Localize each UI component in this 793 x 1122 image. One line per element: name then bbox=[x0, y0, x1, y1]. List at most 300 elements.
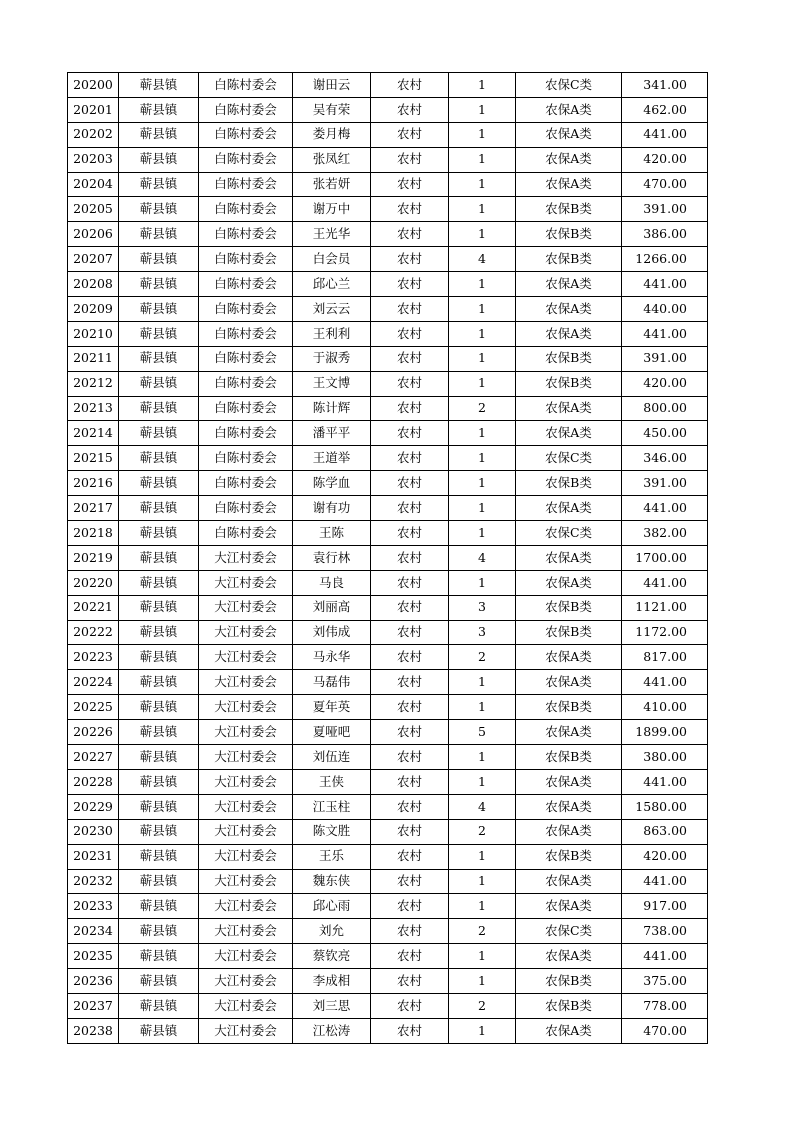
member-count-cell: 1 bbox=[449, 371, 516, 396]
table-row bbox=[68, 73, 708, 98]
amount-cell: 420.00 bbox=[622, 844, 708, 869]
amount-cell: 1121.00 bbox=[622, 595, 708, 620]
household-type-cell: 农村 bbox=[371, 172, 449, 197]
record-id-cell: 20208 bbox=[68, 272, 119, 297]
town-cell: 蕲县镇 bbox=[119, 147, 199, 172]
village-committee-cell: 白陈村委会 bbox=[199, 496, 293, 521]
table-row bbox=[68, 247, 708, 272]
record-id-cell: 20218 bbox=[68, 521, 119, 546]
table-row bbox=[68, 222, 708, 247]
insurance-category-cell: 农保A类 bbox=[516, 894, 622, 919]
table-row bbox=[68, 993, 708, 1018]
household-type-cell: 农村 bbox=[371, 496, 449, 521]
amount-cell: 420.00 bbox=[622, 371, 708, 396]
record-id-cell: 20210 bbox=[68, 321, 119, 346]
insurance-category-cell: 农保A类 bbox=[516, 720, 622, 745]
member-count-cell: 1 bbox=[449, 570, 516, 595]
member-count-cell: 1 bbox=[449, 769, 516, 794]
member-count-cell: 1 bbox=[449, 471, 516, 496]
village-committee-cell: 大江村委会 bbox=[199, 545, 293, 570]
town-cell: 蕲县镇 bbox=[119, 396, 199, 421]
member-count-cell: 4 bbox=[449, 545, 516, 570]
person-name-cell: 马磊伟 bbox=[293, 670, 371, 695]
amount-cell: 863.00 bbox=[622, 819, 708, 844]
household-type-cell: 农村 bbox=[371, 421, 449, 446]
record-id-cell: 20237 bbox=[68, 993, 119, 1018]
household-type-cell: 农村 bbox=[371, 819, 449, 844]
person-name-cell: 刘三思 bbox=[293, 993, 371, 1018]
village-committee-cell: 大江村委会 bbox=[199, 944, 293, 969]
town-cell: 蕲县镇 bbox=[119, 745, 199, 770]
insurance-category-cell: 农保B类 bbox=[516, 993, 622, 1018]
insurance-category-cell: 农保A类 bbox=[516, 645, 622, 670]
village-committee-cell: 大江村委会 bbox=[199, 894, 293, 919]
village-committee-cell: 白陈村委会 bbox=[199, 172, 293, 197]
household-type-cell: 农村 bbox=[371, 122, 449, 147]
member-count-cell: 1 bbox=[449, 446, 516, 471]
household-type-cell: 农村 bbox=[371, 222, 449, 247]
member-count-cell: 1 bbox=[449, 97, 516, 122]
member-count-cell: 2 bbox=[449, 819, 516, 844]
insurance-category-cell: 农保A类 bbox=[516, 769, 622, 794]
household-type-cell: 农村 bbox=[371, 73, 449, 98]
town-cell: 蕲县镇 bbox=[119, 819, 199, 844]
member-count-cell: 2 bbox=[449, 396, 516, 421]
insurance-category-cell: 农保B类 bbox=[516, 969, 622, 994]
table-row bbox=[68, 969, 708, 994]
amount-cell: 1700.00 bbox=[622, 545, 708, 570]
village-committee-cell: 白陈村委会 bbox=[199, 396, 293, 421]
table-row bbox=[68, 446, 708, 471]
amount-cell: 738.00 bbox=[622, 919, 708, 944]
person-name-cell: 刘伟成 bbox=[293, 620, 371, 645]
village-committee-cell: 白陈村委会 bbox=[199, 297, 293, 322]
insurance-category-cell: 农保C类 bbox=[516, 521, 622, 546]
town-cell: 蕲县镇 bbox=[119, 919, 199, 944]
record-id-cell: 20214 bbox=[68, 421, 119, 446]
insurance-category-cell: 农保A类 bbox=[516, 272, 622, 297]
record-id-cell: 20235 bbox=[68, 944, 119, 969]
household-type-cell: 农村 bbox=[371, 944, 449, 969]
village-committee-cell: 大江村委会 bbox=[199, 695, 293, 720]
table-row bbox=[68, 396, 708, 421]
household-type-cell: 农村 bbox=[371, 570, 449, 595]
table-row bbox=[68, 595, 708, 620]
insurance-category-cell: 农保A类 bbox=[516, 321, 622, 346]
table-body bbox=[68, 73, 708, 1044]
member-count-cell: 1 bbox=[449, 496, 516, 521]
amount-cell: 470.00 bbox=[622, 172, 708, 197]
village-committee-cell: 大江村委会 bbox=[199, 570, 293, 595]
town-cell: 蕲县镇 bbox=[119, 346, 199, 371]
member-count-cell: 3 bbox=[449, 595, 516, 620]
person-name-cell: 谢田云 bbox=[293, 73, 371, 98]
record-id-cell: 20204 bbox=[68, 172, 119, 197]
record-id-cell: 20203 bbox=[68, 147, 119, 172]
member-count-cell: 1 bbox=[449, 695, 516, 720]
person-name-cell: 王侠 bbox=[293, 769, 371, 794]
person-name-cell: 江松涛 bbox=[293, 1018, 371, 1043]
household-type-cell: 农村 bbox=[371, 769, 449, 794]
person-name-cell: 于淑秀 bbox=[293, 346, 371, 371]
amount-cell: 441.00 bbox=[622, 570, 708, 595]
household-type-cell: 农村 bbox=[371, 645, 449, 670]
town-cell: 蕲县镇 bbox=[119, 794, 199, 819]
town-cell: 蕲县镇 bbox=[119, 471, 199, 496]
member-count-cell: 1 bbox=[449, 172, 516, 197]
insurance-category-cell: 农保B类 bbox=[516, 595, 622, 620]
table-row bbox=[68, 97, 708, 122]
table-row bbox=[68, 321, 708, 346]
record-id-cell: 20233 bbox=[68, 894, 119, 919]
amount-cell: 441.00 bbox=[622, 496, 708, 521]
household-type-cell: 农村 bbox=[371, 844, 449, 869]
town-cell: 蕲县镇 bbox=[119, 969, 199, 994]
village-committee-cell: 白陈村委会 bbox=[199, 421, 293, 446]
amount-cell: 410.00 bbox=[622, 695, 708, 720]
village-committee-cell: 大江村委会 bbox=[199, 1018, 293, 1043]
village-committee-cell: 大江村委会 bbox=[199, 620, 293, 645]
village-committee-cell: 白陈村委会 bbox=[199, 346, 293, 371]
person-name-cell: 张凤红 bbox=[293, 147, 371, 172]
insurance-category-cell: 农保A类 bbox=[516, 819, 622, 844]
town-cell: 蕲县镇 bbox=[119, 670, 199, 695]
table-row bbox=[68, 545, 708, 570]
record-id-cell: 20224 bbox=[68, 670, 119, 695]
member-count-cell: 1 bbox=[449, 944, 516, 969]
insurance-category-cell: 农保A类 bbox=[516, 670, 622, 695]
allowance-table bbox=[67, 72, 708, 1044]
town-cell: 蕲县镇 bbox=[119, 645, 199, 670]
person-name-cell: 王陈 bbox=[293, 521, 371, 546]
member-count-cell: 1 bbox=[449, 147, 516, 172]
member-count-cell: 4 bbox=[449, 794, 516, 819]
insurance-category-cell: 农保C类 bbox=[516, 919, 622, 944]
household-type-cell: 农村 bbox=[371, 1018, 449, 1043]
household-type-cell: 农村 bbox=[371, 197, 449, 222]
insurance-category-cell: 农保A类 bbox=[516, 794, 622, 819]
member-count-cell: 1 bbox=[449, 969, 516, 994]
household-type-cell: 农村 bbox=[371, 272, 449, 297]
table-row bbox=[68, 844, 708, 869]
town-cell: 蕲县镇 bbox=[119, 769, 199, 794]
town-cell: 蕲县镇 bbox=[119, 122, 199, 147]
insurance-category-cell: 农保B类 bbox=[516, 844, 622, 869]
amount-cell: 382.00 bbox=[622, 521, 708, 546]
amount-cell: 778.00 bbox=[622, 993, 708, 1018]
town-cell: 蕲县镇 bbox=[119, 247, 199, 272]
record-id-cell: 20227 bbox=[68, 745, 119, 770]
insurance-category-cell: 农保B类 bbox=[516, 197, 622, 222]
town-cell: 蕲县镇 bbox=[119, 894, 199, 919]
town-cell: 蕲县镇 bbox=[119, 1018, 199, 1043]
table-row bbox=[68, 720, 708, 745]
village-committee-cell: 大江村委会 bbox=[199, 819, 293, 844]
person-name-cell: 袁行林 bbox=[293, 545, 371, 570]
household-type-cell: 农村 bbox=[371, 471, 449, 496]
person-name-cell: 谢有功 bbox=[293, 496, 371, 521]
village-committee-cell: 大江村委会 bbox=[199, 745, 293, 770]
village-committee-cell: 大江村委会 bbox=[199, 794, 293, 819]
household-type-cell: 农村 bbox=[371, 521, 449, 546]
record-id-cell: 20200 bbox=[68, 73, 119, 98]
town-cell: 蕲县镇 bbox=[119, 421, 199, 446]
person-name-cell: 王乐 bbox=[293, 844, 371, 869]
person-name-cell: 江玉柱 bbox=[293, 794, 371, 819]
insurance-category-cell: 农保B类 bbox=[516, 247, 622, 272]
table-row bbox=[68, 869, 708, 894]
amount-cell: 470.00 bbox=[622, 1018, 708, 1043]
town-cell: 蕲县镇 bbox=[119, 446, 199, 471]
record-id-cell: 20206 bbox=[68, 222, 119, 247]
village-committee-cell: 白陈村委会 bbox=[199, 471, 293, 496]
record-id-cell: 20201 bbox=[68, 97, 119, 122]
amount-cell: 441.00 bbox=[622, 321, 708, 346]
member-count-cell: 2 bbox=[449, 919, 516, 944]
amount-cell: 441.00 bbox=[622, 944, 708, 969]
insurance-category-cell: 农保A类 bbox=[516, 297, 622, 322]
table-row bbox=[68, 769, 708, 794]
village-committee-cell: 白陈村委会 bbox=[199, 272, 293, 297]
table-row bbox=[68, 645, 708, 670]
member-count-cell: 1 bbox=[449, 73, 516, 98]
household-type-cell: 农村 bbox=[371, 595, 449, 620]
household-type-cell: 农村 bbox=[371, 993, 449, 1018]
town-cell: 蕲县镇 bbox=[119, 371, 199, 396]
town-cell: 蕲县镇 bbox=[119, 297, 199, 322]
member-count-cell: 1 bbox=[449, 745, 516, 770]
record-id-cell: 20225 bbox=[68, 695, 119, 720]
town-cell: 蕲县镇 bbox=[119, 620, 199, 645]
member-count-cell: 1 bbox=[449, 272, 516, 297]
person-name-cell: 夏哑吧 bbox=[293, 720, 371, 745]
town-cell: 蕲县镇 bbox=[119, 321, 199, 346]
record-id-cell: 20212 bbox=[68, 371, 119, 396]
person-name-cell: 王文博 bbox=[293, 371, 371, 396]
record-id-cell: 20232 bbox=[68, 869, 119, 894]
amount-cell: 462.00 bbox=[622, 97, 708, 122]
household-type-cell: 农村 bbox=[371, 346, 449, 371]
person-name-cell: 李成相 bbox=[293, 969, 371, 994]
village-committee-cell: 白陈村委会 bbox=[199, 147, 293, 172]
record-id-cell: 20222 bbox=[68, 620, 119, 645]
record-id-cell: 20226 bbox=[68, 720, 119, 745]
town-cell: 蕲县镇 bbox=[119, 944, 199, 969]
village-committee-cell: 大江村委会 bbox=[199, 993, 293, 1018]
person-name-cell: 吴有荣 bbox=[293, 97, 371, 122]
village-committee-cell: 大江村委会 bbox=[199, 769, 293, 794]
village-committee-cell: 白陈村委会 bbox=[199, 97, 293, 122]
household-type-cell: 农村 bbox=[371, 919, 449, 944]
town-cell: 蕲县镇 bbox=[119, 570, 199, 595]
amount-cell: 441.00 bbox=[622, 769, 708, 794]
record-id-cell: 20230 bbox=[68, 819, 119, 844]
household-type-cell: 农村 bbox=[371, 147, 449, 172]
record-id-cell: 20207 bbox=[68, 247, 119, 272]
table-row bbox=[68, 894, 708, 919]
table-row bbox=[68, 745, 708, 770]
amount-cell: 1172.00 bbox=[622, 620, 708, 645]
insurance-category-cell: 农保A类 bbox=[516, 496, 622, 521]
table-row bbox=[68, 346, 708, 371]
member-count-cell: 1 bbox=[449, 894, 516, 919]
person-name-cell: 刘伍连 bbox=[293, 745, 371, 770]
amount-cell: 441.00 bbox=[622, 122, 708, 147]
member-count-cell: 4 bbox=[449, 247, 516, 272]
village-committee-cell: 白陈村委会 bbox=[199, 197, 293, 222]
person-name-cell: 刘丽高 bbox=[293, 595, 371, 620]
amount-cell: 817.00 bbox=[622, 645, 708, 670]
village-committee-cell: 白陈村委会 bbox=[199, 521, 293, 546]
village-committee-cell: 大江村委会 bbox=[199, 919, 293, 944]
amount-cell: 341.00 bbox=[622, 73, 708, 98]
record-id-cell: 20231 bbox=[68, 844, 119, 869]
table-row bbox=[68, 297, 708, 322]
person-name-cell: 陈学血 bbox=[293, 471, 371, 496]
household-type-cell: 农村 bbox=[371, 969, 449, 994]
insurance-category-cell: 农保A类 bbox=[516, 172, 622, 197]
member-count-cell: 1 bbox=[449, 197, 516, 222]
record-id-cell: 20228 bbox=[68, 769, 119, 794]
village-committee-cell: 白陈村委会 bbox=[199, 371, 293, 396]
record-id-cell: 20236 bbox=[68, 969, 119, 994]
amount-cell: 440.00 bbox=[622, 297, 708, 322]
table-row bbox=[68, 197, 708, 222]
town-cell: 蕲县镇 bbox=[119, 695, 199, 720]
village-committee-cell: 大江村委会 bbox=[199, 595, 293, 620]
member-count-cell: 1 bbox=[449, 346, 516, 371]
record-id-cell: 20229 bbox=[68, 794, 119, 819]
village-committee-cell: 白陈村委会 bbox=[199, 446, 293, 471]
amount-cell: 375.00 bbox=[622, 969, 708, 994]
town-cell: 蕲县镇 bbox=[119, 172, 199, 197]
household-type-cell: 农村 bbox=[371, 670, 449, 695]
town-cell: 蕲县镇 bbox=[119, 222, 199, 247]
insurance-category-cell: 农保A类 bbox=[516, 122, 622, 147]
village-committee-cell: 白陈村委会 bbox=[199, 73, 293, 98]
amount-cell: 386.00 bbox=[622, 222, 708, 247]
household-type-cell: 农村 bbox=[371, 894, 449, 919]
town-cell: 蕲县镇 bbox=[119, 197, 199, 222]
insurance-category-cell: 农保B类 bbox=[516, 695, 622, 720]
table-row bbox=[68, 794, 708, 819]
person-name-cell: 马良 bbox=[293, 570, 371, 595]
person-name-cell: 陈计辉 bbox=[293, 396, 371, 421]
table-row bbox=[68, 919, 708, 944]
village-committee-cell: 大江村委会 bbox=[199, 720, 293, 745]
table-row bbox=[68, 147, 708, 172]
person-name-cell: 魏东侠 bbox=[293, 869, 371, 894]
insurance-category-cell: 农保A类 bbox=[516, 570, 622, 595]
member-count-cell: 3 bbox=[449, 620, 516, 645]
household-type-cell: 农村 bbox=[371, 695, 449, 720]
table-row bbox=[68, 172, 708, 197]
table-row bbox=[68, 371, 708, 396]
town-cell: 蕲县镇 bbox=[119, 272, 199, 297]
amount-cell: 346.00 bbox=[622, 446, 708, 471]
table-row bbox=[68, 496, 708, 521]
table-row bbox=[68, 1018, 708, 1043]
town-cell: 蕲县镇 bbox=[119, 73, 199, 98]
person-name-cell: 马永华 bbox=[293, 645, 371, 670]
town-cell: 蕲县镇 bbox=[119, 97, 199, 122]
town-cell: 蕲县镇 bbox=[119, 521, 199, 546]
town-cell: 蕲县镇 bbox=[119, 545, 199, 570]
table-row bbox=[68, 521, 708, 546]
person-name-cell: 蔡钦亮 bbox=[293, 944, 371, 969]
insurance-category-cell: 农保B类 bbox=[516, 620, 622, 645]
town-cell: 蕲县镇 bbox=[119, 496, 199, 521]
person-name-cell: 刘云云 bbox=[293, 297, 371, 322]
town-cell: 蕲县镇 bbox=[119, 993, 199, 1018]
village-committee-cell: 大江村委会 bbox=[199, 645, 293, 670]
household-type-cell: 农村 bbox=[371, 745, 449, 770]
household-type-cell: 农村 bbox=[371, 545, 449, 570]
record-id-cell: 20205 bbox=[68, 197, 119, 222]
amount-cell: 380.00 bbox=[622, 745, 708, 770]
insurance-category-cell: 农保A类 bbox=[516, 396, 622, 421]
person-name-cell: 刘允 bbox=[293, 919, 371, 944]
record-id-cell: 20216 bbox=[68, 471, 119, 496]
person-name-cell: 王利利 bbox=[293, 321, 371, 346]
household-type-cell: 农村 bbox=[371, 97, 449, 122]
village-committee-cell: 大江村委会 bbox=[199, 670, 293, 695]
village-committee-cell: 大江村委会 bbox=[199, 844, 293, 869]
village-committee-cell: 大江村委会 bbox=[199, 969, 293, 994]
town-cell: 蕲县镇 bbox=[119, 720, 199, 745]
table-row bbox=[68, 421, 708, 446]
person-name-cell: 白会员 bbox=[293, 247, 371, 272]
household-type-cell: 农村 bbox=[371, 720, 449, 745]
person-name-cell: 夏年英 bbox=[293, 695, 371, 720]
table-row bbox=[68, 620, 708, 645]
village-committee-cell: 大江村委会 bbox=[199, 869, 293, 894]
insurance-category-cell: 农保B类 bbox=[516, 471, 622, 496]
table-row bbox=[68, 570, 708, 595]
person-name-cell: 王光华 bbox=[293, 222, 371, 247]
amount-cell: 1580.00 bbox=[622, 794, 708, 819]
insurance-category-cell: 农保C类 bbox=[516, 73, 622, 98]
member-count-cell: 1 bbox=[449, 222, 516, 247]
member-count-cell: 5 bbox=[449, 720, 516, 745]
household-type-cell: 农村 bbox=[371, 396, 449, 421]
member-count-cell: 1 bbox=[449, 421, 516, 446]
member-count-cell: 1 bbox=[449, 1018, 516, 1043]
amount-cell: 391.00 bbox=[622, 346, 708, 371]
household-type-cell: 农村 bbox=[371, 371, 449, 396]
town-cell: 蕲县镇 bbox=[119, 869, 199, 894]
insurance-category-cell: 农保A类 bbox=[516, 421, 622, 446]
amount-cell: 800.00 bbox=[622, 396, 708, 421]
member-count-cell: 1 bbox=[449, 321, 516, 346]
record-id-cell: 20211 bbox=[68, 346, 119, 371]
household-type-cell: 农村 bbox=[371, 321, 449, 346]
person-name-cell: 邱心雨 bbox=[293, 894, 371, 919]
record-id-cell: 20219 bbox=[68, 545, 119, 570]
amount-cell: 450.00 bbox=[622, 421, 708, 446]
table-row bbox=[68, 122, 708, 147]
amount-cell: 917.00 bbox=[622, 894, 708, 919]
record-id-cell: 20209 bbox=[68, 297, 119, 322]
person-name-cell: 邱心兰 bbox=[293, 272, 371, 297]
insurance-category-cell: 农保A类 bbox=[516, 869, 622, 894]
household-type-cell: 农村 bbox=[371, 794, 449, 819]
insurance-category-cell: 农保B类 bbox=[516, 346, 622, 371]
table-row bbox=[68, 944, 708, 969]
record-id-cell: 20223 bbox=[68, 645, 119, 670]
record-id-cell: 20217 bbox=[68, 496, 119, 521]
person-name-cell: 王道举 bbox=[293, 446, 371, 471]
